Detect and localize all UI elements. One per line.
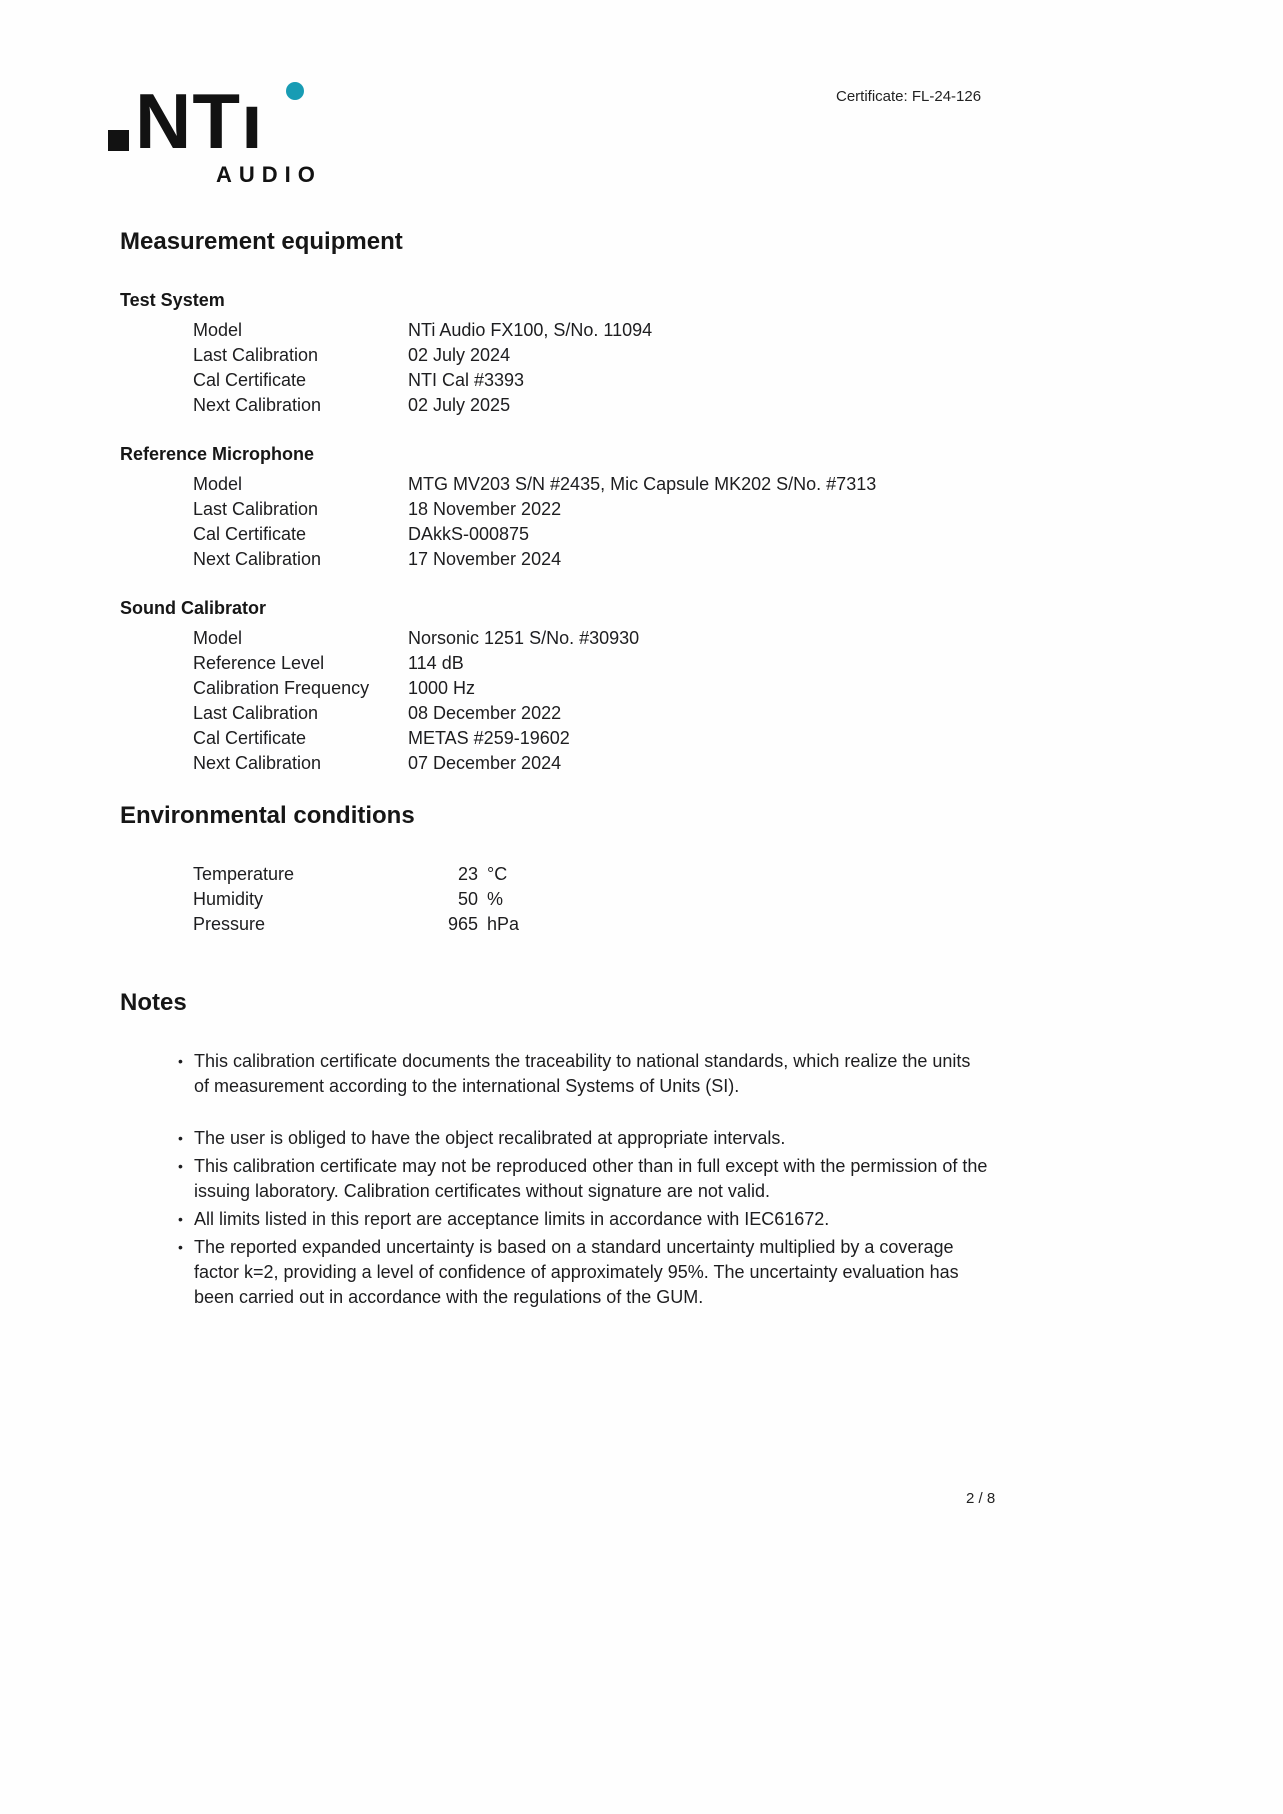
group-title: Reference Microphone [120, 444, 315, 464]
bullet-icon: • [178, 1158, 183, 1174]
note-text: The user is obliged to have the object recalibrated at appropriate intervals. [194, 1128, 786, 1148]
row-label: Last Calibration [193, 345, 319, 365]
group-title: Sound Calibrator [120, 598, 267, 618]
equipment-row [120, 626, 1000, 651]
logo-wordmark [108, 77, 322, 165]
equipment-row [120, 497, 1000, 522]
nti-audio-logo [108, 77, 322, 188]
group-test-system [120, 290, 1000, 418]
row-label: Model [193, 320, 243, 340]
row-label: Last Calibration [193, 703, 319, 723]
measurement-equipment-title: Measurement equipment [120, 228, 403, 255]
equipment-row [120, 726, 1000, 751]
logo-square-icon [108, 130, 129, 151]
row-value: NTI Cal #3393 [408, 370, 525, 390]
notes-section [120, 989, 1000, 1310]
group-reference-microphone [120, 444, 1000, 572]
row-label: Pressure [193, 914, 266, 934]
note-item [120, 1049, 988, 1099]
row-label: Humidity [193, 889, 264, 909]
row-value: Norsonic 1251 S/No. #30930 [408, 628, 640, 648]
row-value: 02 July 2024 [408, 345, 511, 365]
equipment-row [120, 368, 1000, 393]
row-label: Next Calibration [193, 395, 322, 415]
equipment-row [120, 522, 1000, 547]
row-value: DAkkS-000875 [408, 524, 530, 544]
logo-i-stem: ı [240, 77, 263, 165]
row-label: Calibration Frequency [193, 678, 370, 698]
environmental-conditions-section [120, 802, 1000, 937]
row-value: 1000 Hz [408, 678, 476, 698]
group-title: Test System [120, 290, 225, 310]
equipment-row [120, 393, 1000, 418]
row-value: METAS #259-19602 [408, 728, 570, 748]
note-text: This calibration certificate may not be reproduced other than in full except with the permission of the issuing laboratory. Calibration certificates without signature are not valid. [194, 1156, 988, 1201]
environment-row [120, 862, 1000, 887]
equipment-row [120, 676, 1000, 701]
row-value: 23 [457, 864, 478, 884]
row-value: 114 dB [408, 653, 464, 673]
note-item [120, 1154, 988, 1204]
row-value: 17 November 2024 [408, 549, 562, 569]
bullet-icon: • [178, 1130, 183, 1146]
row-value: 08 December 2022 [408, 703, 562, 723]
equipment-row [120, 343, 1000, 368]
row-label: Reference Level [193, 653, 325, 673]
row-label: Model [193, 628, 243, 648]
row-value: MTG MV203 S/N #2435, Mic Capsule MK202 S/No. #7313 [408, 474, 877, 494]
row-value: 18 November 2022 [408, 499, 562, 519]
bullet-icon: • [178, 1211, 183, 1227]
note-text: All limits listed in this report are acceptance limits in accordance with IEC61672. [194, 1209, 830, 1229]
row-label: Temperature [193, 864, 295, 884]
group-sound-calibrator [120, 598, 1000, 776]
equipment-row [120, 472, 1000, 497]
row-value: 07 December 2024 [408, 753, 562, 773]
notes-title: Notes [120, 989, 187, 1016]
note-item [120, 1126, 988, 1151]
environment-row [120, 912, 1000, 937]
row-label: Model [193, 474, 243, 494]
note-text: The reported expanded uncertainty is based on a standard uncertainty multiplied by a coverage factor k=2, providing a level of confidence of approximately 95%. The uncertainty evaluation has been carried out in accordance with the regulations of the GUM. [194, 1237, 959, 1307]
row-label: Cal Certificate [193, 728, 307, 748]
logo-letters: NT [135, 77, 241, 165]
row-value: NTi Audio FX100, S/No. 11094 [408, 320, 653, 340]
row-value: 02 July 2025 [408, 395, 511, 415]
equipment-row [120, 651, 1000, 676]
note-item [120, 1235, 988, 1310]
row-value: 965 [447, 914, 478, 934]
row-label: Next Calibration [193, 549, 322, 569]
logo-teal-dot-icon [286, 82, 304, 100]
environmental-conditions-title: Environmental conditions [120, 802, 415, 829]
note-item [120, 1207, 988, 1232]
certificate-number: Certificate: FL-24-126 [836, 88, 982, 105]
document-body [120, 228, 1000, 1313]
logo-subtext: AUDIO [216, 161, 322, 187]
row-label: Next Calibration [193, 753, 322, 773]
page-number: 2 / 8 [966, 1490, 996, 1507]
equipment-row [120, 547, 1000, 572]
row-value: 50 [457, 889, 478, 909]
equipment-row [120, 751, 1000, 776]
row-label: Last Calibration [193, 499, 319, 519]
equipment-row [120, 318, 1000, 343]
row-unit: hPa [487, 914, 520, 934]
equipment-row [120, 701, 1000, 726]
row-unit: % [487, 889, 504, 909]
bullet-icon: • [178, 1239, 183, 1255]
environment-row [120, 887, 1000, 912]
row-unit: °C [487, 864, 508, 884]
row-label: Cal Certificate [193, 370, 307, 390]
row-label: Cal Certificate [193, 524, 307, 544]
note-text: This calibration certificate documents the traceability to national standards, which realize the units of measurement according to the international Systems of Units (SI). [194, 1051, 971, 1096]
bullet-icon: • [178, 1053, 183, 1069]
